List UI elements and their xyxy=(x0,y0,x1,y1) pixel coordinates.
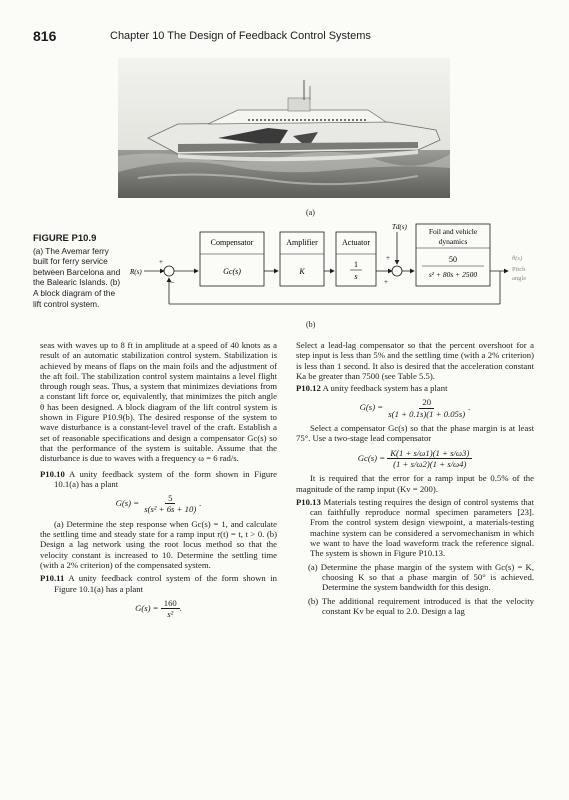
summing-junction-2 xyxy=(392,266,402,276)
compensator-title: Compensator xyxy=(210,238,254,247)
equation-2: G(s) = $\frac{160}{\text{s²}}$ . xyxy=(135,597,182,620)
actuator-den: s xyxy=(354,272,358,281)
plant-title-line2: dynamics xyxy=(438,237,468,246)
problem-p10-10: P10.10 A unity feedback system of the form shown in Figure 10.1(a) has a plant xyxy=(40,468,277,489)
figure-label: FIGURE P10.9 xyxy=(33,233,97,244)
right-paragraph-1: Select a lead-lag compensator so that the percent overshoot for a step input is less than 5% and the settling time (with a 2% criterion) is less than 1 second. It also is desired that the acceleration constant Ka be greater than 7500 (see Table 5.5). xyxy=(296,340,534,381)
equation-1: G(s) = $\frac{5}{\text{s(s² + 6s + 10)}}$ . xyxy=(115,493,202,515)
output-desc-angle: angle xyxy=(512,275,527,282)
figure-caption xyxy=(33,234,121,309)
svg-text:+: + xyxy=(386,254,390,262)
actuator-title: Actuator xyxy=(342,238,370,247)
figure-caption-text: (a) The Avemar ferry built for ferry service between Barcelona and the Balearic Islands. (b) A block diagram of the lift control system. xyxy=(33,245,121,309)
right-paragraph-3: It is required that the error for a ramp input be 0.5% of the magnitude of the ramp input (Kv = 200). xyxy=(296,473,534,494)
problem-number: P10.13 xyxy=(296,496,321,507)
output-desc-pitch: Pitch xyxy=(512,266,526,273)
problem-number: P10.10 xyxy=(40,468,65,479)
part-b: (b) The additional requirement introduced is that the velocity constant Kv be equal to 2.0. Design a lag xyxy=(308,595,534,616)
disturbance-label: Td(s) xyxy=(392,223,407,231)
svg-text:−: − xyxy=(170,278,175,287)
ferry-photo xyxy=(118,58,450,198)
svg-text:+: + xyxy=(384,278,388,286)
diagram-label: (b) xyxy=(306,320,316,329)
problem-p10-13: P10.13 Materials testing requires the design of control systems that can faithfully reproduce normal specimen parameters [23]. From the control system design viewpoint, a materials-testing machine system can be considered a servomechanism in which we want to have the load waveform track the reference signal. The system is shown in Figure P10.13. xyxy=(296,496,535,559)
chapter-title: Chapter 10 The Design of Feedback Control Systems xyxy=(110,30,371,42)
left-column xyxy=(40,340,277,623)
input-label: R(s) xyxy=(130,268,142,276)
page-number: 816 xyxy=(33,28,57,44)
problem-number: P10.12 xyxy=(296,383,321,394)
output-label: θ(s) xyxy=(512,255,523,262)
problem-number: P10.11 xyxy=(40,573,65,584)
lift-control-block-diagram xyxy=(130,216,535,316)
compensator-tf: Gc(s) xyxy=(223,267,241,276)
problem-p10-12: P10.12 A unity feedback system has a plant xyxy=(296,383,448,394)
left-paragraph-1: seas with waves up to 8 ft in amplitude at a speed of 40 knots as a result of an automatic stabilization control system. Stabilization is achieved by means of flaps on the main foils and the adjustment of the aft foil. The stabilization control system maintains a level flight through rough seas. Thus, a system that minimizes deviations from a constant lift force or, equivalently, that minimizes the pitch angle θ has been designed. A block diagram of the lift control system is shown in Figure P10.9(b). The desired response of the system to wave disturbance is a constant-level travel of the craft. Establish a set of reasonable specifications and design a compensator Gc(s) so that the performance of the system is suitable. Assume that the disturbance is due to waves with a frequency ω = 6 rad/s. xyxy=(40,340,277,464)
equation-3: G(s) = $\frac{20}{s(1 + 0.1s)(1 + 0.05s)}$ . xyxy=(359,397,471,419)
actuator-num: 1 xyxy=(354,260,358,269)
plant-title-line1: Foil and vehicle xyxy=(428,227,478,236)
amplifier-title: Amplifier xyxy=(286,238,318,247)
equation-4: Gc(s) = $\frac{K(1 + s/\omega 1)(1 + s/\omega 3)}{(1 + s/\omega 2)(1 + s/\omega 4)}$ xyxy=(296,448,534,470)
summing-junction-1 xyxy=(164,266,174,276)
left-paragraph-2: (a) Determine the step response when Gc(s) = 1, and calculate the settling time and steady state for a ramp input r(t) = t, t > 0. (b) Design a lag network using the root locus method so that the velocity constant is increased to 10. Determine the settling time (with a 2% criterion) of the compensated system. xyxy=(40,518,277,570)
plant-num: 50 xyxy=(449,255,457,264)
photo-label: (a) xyxy=(306,208,315,217)
right-column xyxy=(296,340,534,616)
plant-den: s² + 80s + 2500 xyxy=(428,270,478,279)
problem-p10-11: P10.11 A unity feedback control system of the form shown in Figure 10.1(a) has a plant xyxy=(40,573,277,594)
right-paragraph-2: Select a compensator Gc(s) so that the phase margin is at least 75°. Use a two-stage lead compensator xyxy=(296,423,534,444)
part-a: (a) Determine the phase margin of the system with Gc(s) = K, choosing K so that a phase margin of 50° is achieved. Determine the system bandwidth for this design. xyxy=(308,561,534,593)
svg-text:+: + xyxy=(159,258,163,266)
amplifier-tf: K xyxy=(299,267,305,276)
